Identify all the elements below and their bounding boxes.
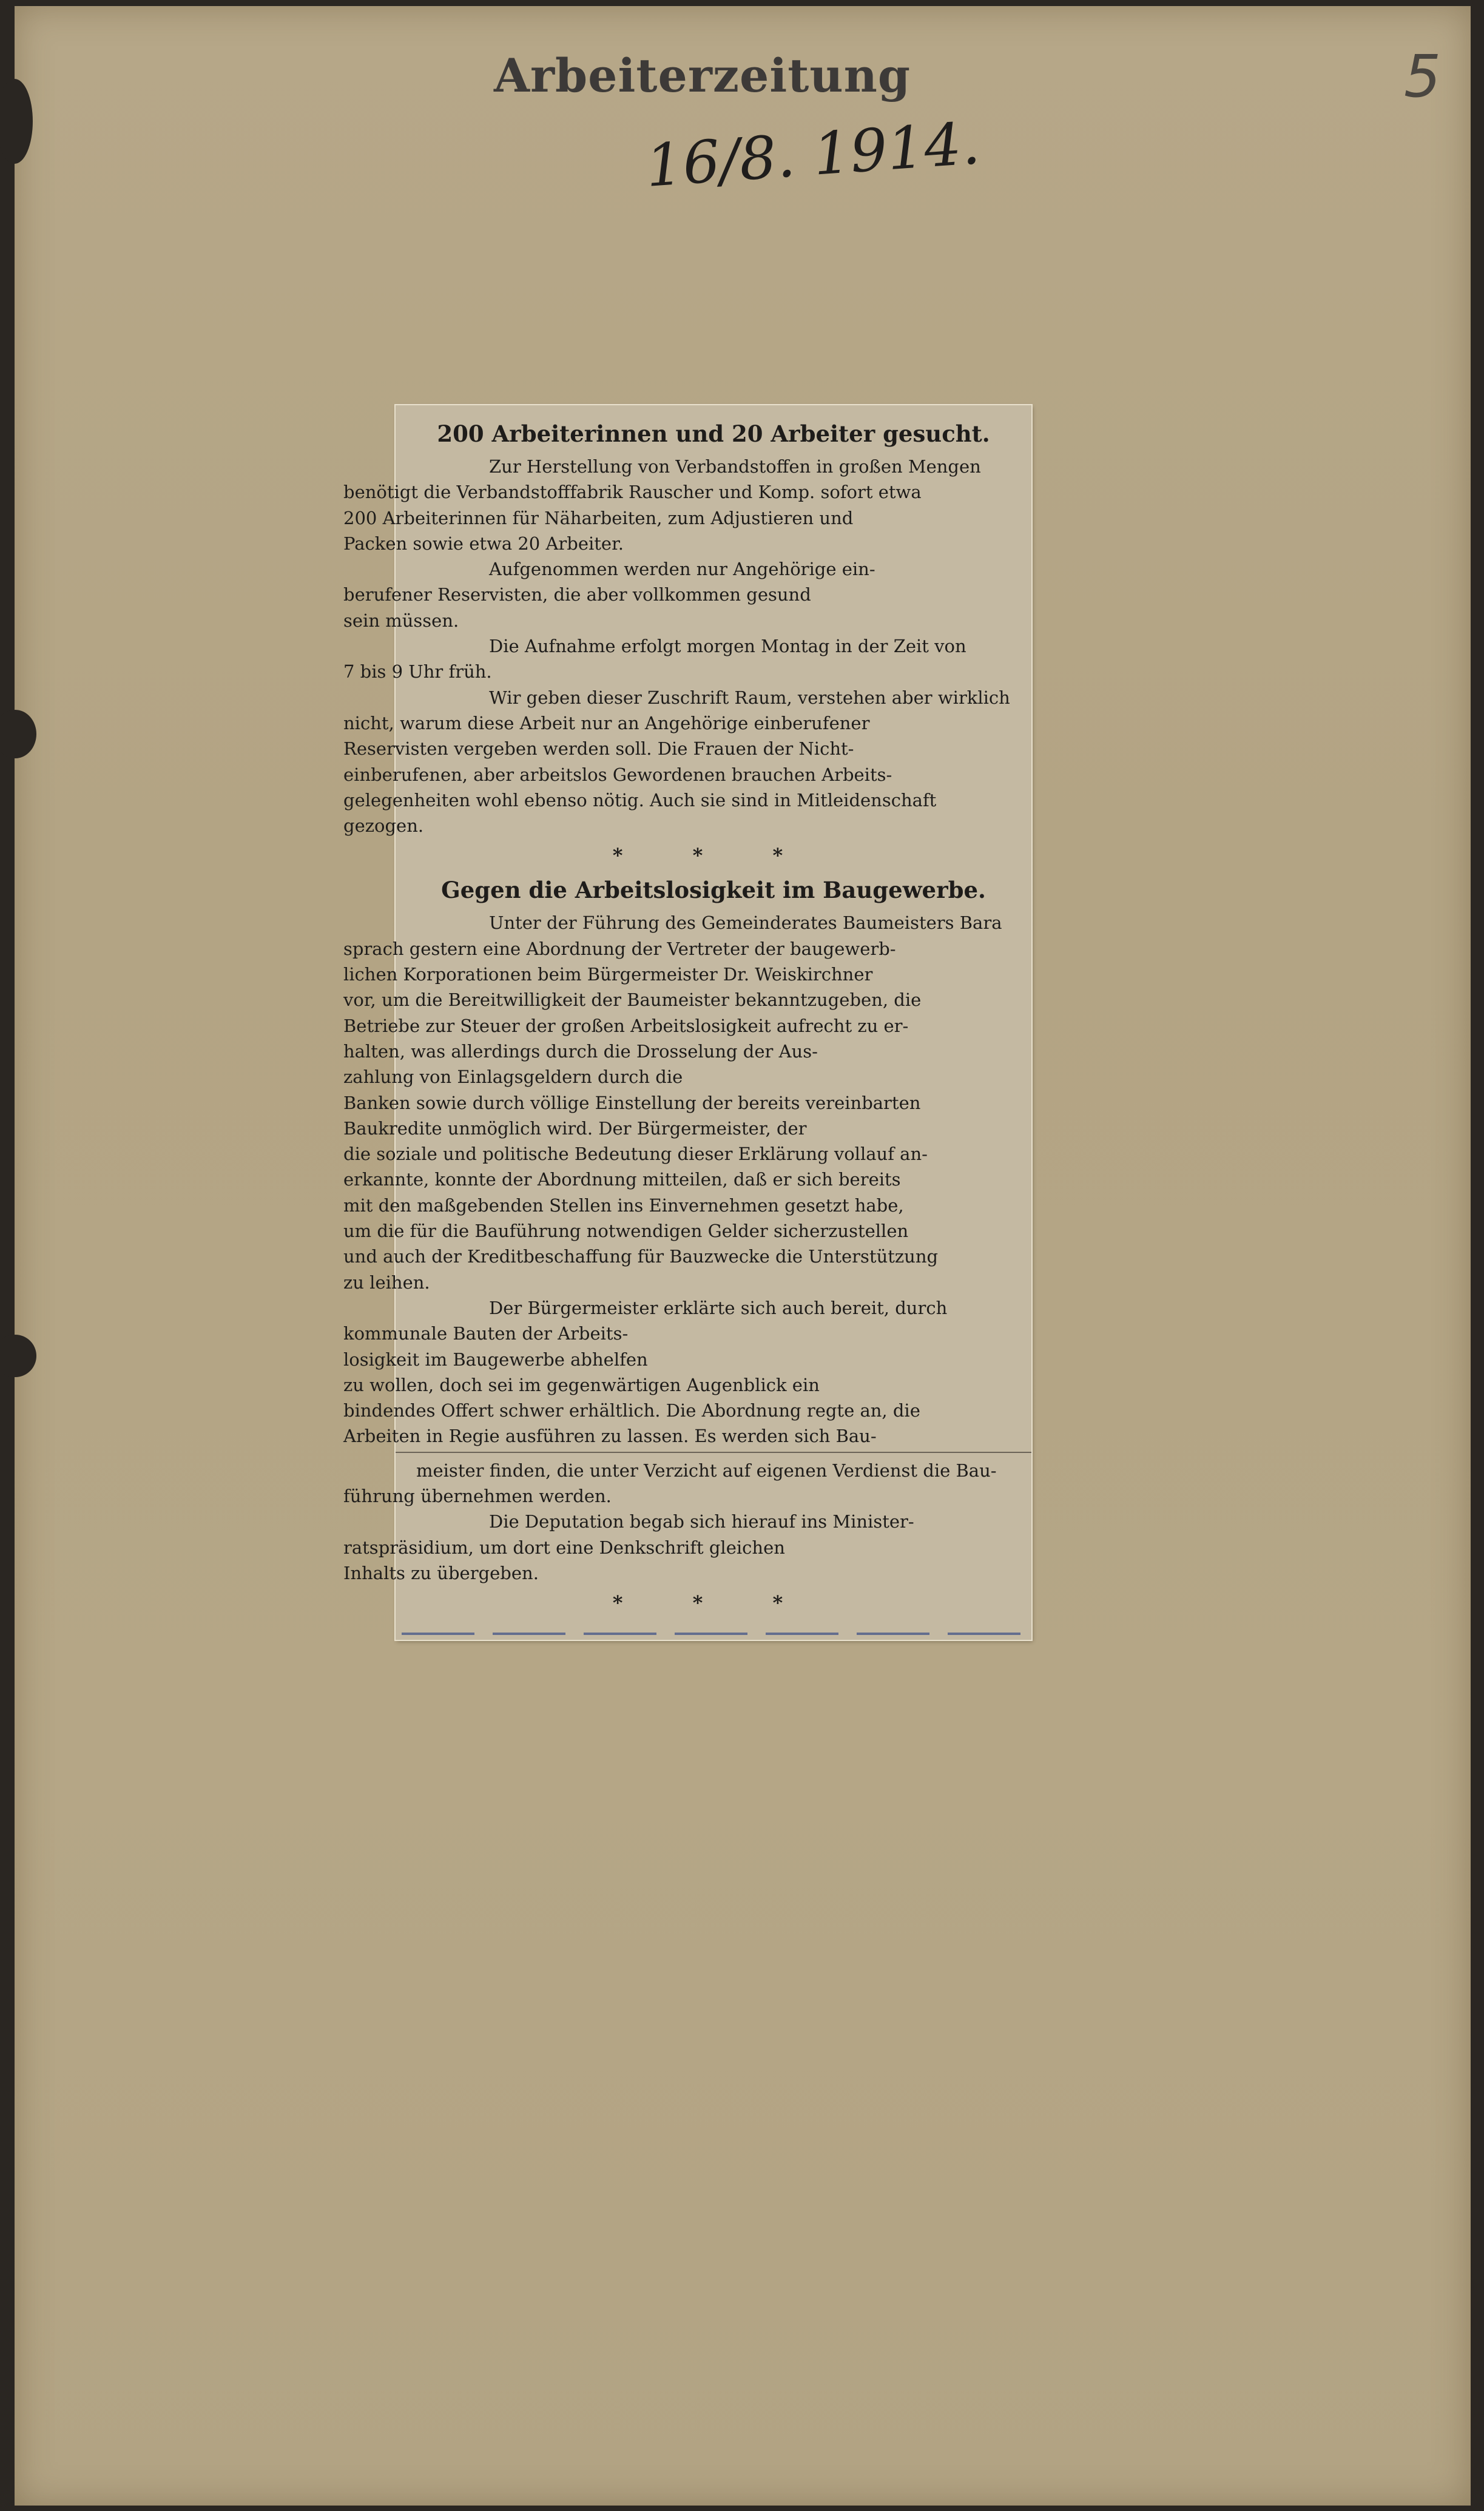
text-line: sein müssen. (343, 610, 459, 631)
paragraph (343, 1509, 1011, 1586)
text-line: ratspräsidium, um dort eine Denkschrift gleichen (343, 1537, 785, 1558)
text-line: bindendes Offert schwer erhältlich. Die Abordnung regte an, die (343, 1400, 920, 1421)
text-line: Arbeiten in Regie ausführen zu lassen. Es werden sich Bau- (343, 1426, 877, 1447)
text-line: Reservisten vergeben werden soll. Die Frauen der Nicht- (343, 738, 854, 760)
text-line: nicht, warum diese Arbeit nur an Angehörige einberufener (343, 712, 870, 733)
paragraph (343, 454, 1011, 556)
text-line: erkannte, konnte der Abordnung mitteilen, daß er sich bereits (343, 1169, 901, 1190)
text-line: Wir geben dieser Zuschrift Raum, verstehen aber wirklich (489, 687, 1010, 708)
punch-hole (0, 1335, 36, 1377)
handwritten-date: 16/8. 1914. (643, 109, 982, 201)
text-line: führung übernehmen werden. (343, 1485, 612, 1506)
newspaper-clipping (343, 405, 1031, 1640)
paragraph (343, 1295, 1011, 1449)
text-line: halten, was allerdings durch die Drosselung der Aus- (343, 1040, 818, 1062)
text-line: einberufenen, aber arbeitslos Gewordenen brauchen Arbeits- (343, 764, 892, 785)
newspaper-stamp: Arbeiterzeitung (494, 49, 911, 103)
text-line: zahlung von Einlagsgeldern durch die (343, 1067, 683, 1088)
text-line: gelegenheiten wohl ebenso nötig. Auch sie sind in Mitleidenschaft (343, 789, 937, 811)
text-line: sprach gestern eine Abordnung der Vertreter der baugewerb- (343, 938, 896, 959)
article-body (343, 910, 1011, 1586)
text-line: Packen sowie etwa 20 Arbeiter. (343, 533, 624, 554)
text-line: Betriebe zur Steuer der großen Arbeitslosigkeit aufrecht zu er- (343, 1015, 909, 1036)
paragraph (343, 910, 1011, 1295)
end-separator: * * * (612, 1591, 815, 1615)
paragraph (343, 1458, 1011, 1509)
paragraph (343, 556, 1011, 633)
text-line: mit den maßgebenden Stellen ins Einvernehmen gesetzt habe, (343, 1195, 904, 1216)
paragraph (343, 685, 1011, 839)
text-line: Unter der Führung des Gemeinderates Baumeisters Bara (489, 912, 1002, 934)
separator: * * * (612, 844, 815, 868)
text-line: um die für die Bauführung notwendigen Gelder sicherzustellen (343, 1221, 909, 1242)
punch-hole (0, 710, 36, 758)
text-line: meister finden, die unter Verzicht auf eigenen Verdienst die Bau- (416, 1460, 997, 1481)
torn-edge (0, 79, 33, 164)
text-line: Baukredite unmöglich wird. Der Bürgermeister, der (343, 1117, 807, 1139)
text-line: Inhalts zu übergeben. (343, 1562, 539, 1583)
text-line: kommunale Bauten der Arbeits- (343, 1323, 629, 1344)
article-title: 200 Arbeiterinnen und 20 Arbeiter gesucht. (437, 420, 990, 447)
article-title: Gegen die Arbeitslosigkeit im Baugewerbe. (441, 877, 986, 904)
text-line: zu wollen, doch sei im gegenwärtigen Augenblick ein (343, 1374, 820, 1395)
text-line: zu leihen. (343, 1272, 430, 1293)
text-line: vor, um die Bereitwilligkeit der Baumeister bekanntzugeben, die (343, 989, 922, 1011)
bottom-rule (402, 1633, 1025, 1635)
text-line: 200 Arbeiterinnen für Näharbeiten, zum Adjustieren und (343, 507, 854, 528)
text-line: losigkeit im Baugewerbe abhelfen (343, 1349, 648, 1370)
page-number: 5 (1404, 42, 1442, 110)
text-line: 7 bis 9 Uhr früh. (343, 661, 492, 683)
text-line: Die Deputation begab sich hierauf ins Minister- (489, 1511, 914, 1532)
text-line: die soziale und politische Bedeutung dieser Erklärung vollauf an- (343, 1144, 928, 1165)
text-line: gezogen. (343, 815, 424, 837)
text-line: und auch der Kreditbeschaffung für Bauzwecke die Unterstützung (343, 1246, 939, 1267)
text-line: Der Bürgermeister erklärte sich auch bereit, durch (489, 1297, 948, 1318)
text-line: benötigt die Verbandstofffabrik Rauscher und Komp. sofort etwa (343, 482, 922, 503)
text-line: berufener Reservisten, die aber vollkommen gesund (343, 584, 811, 605)
text-line: Zur Herstellung von Verbandstoffen in großen Mengen (489, 456, 981, 477)
text-line: lichen Korporationen beim Bürgermeister Dr. Weiskirchner (343, 964, 873, 985)
clipping-fold (396, 1452, 1031, 1453)
text-line: Banken sowie durch völlige Einstellung der bereits vereinbarten (343, 1092, 921, 1113)
text-line: Die Aufnahme erfolgt morgen Montag in der Zeit von (489, 636, 966, 657)
text-line: Aufgenommen werden nur Angehörige ein- (489, 559, 875, 580)
paragraph (343, 633, 1011, 685)
article-body (343, 454, 1011, 838)
